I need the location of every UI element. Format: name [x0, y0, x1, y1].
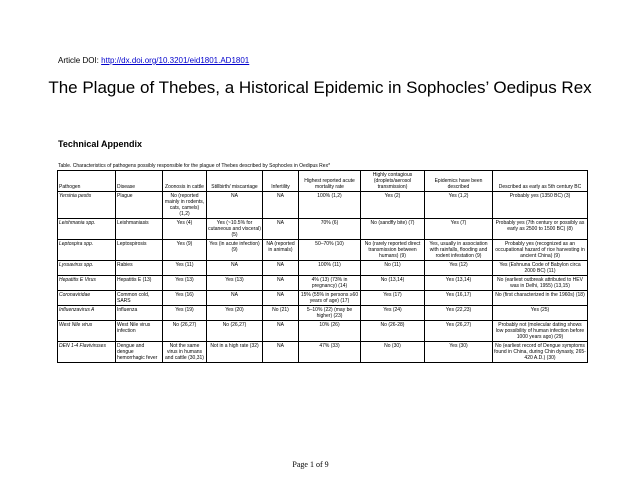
table-row [58, 321, 588, 342]
table-cell: Influenza [116, 306, 163, 321]
column-header: Disease [116, 171, 163, 192]
table-cell: NA [263, 261, 299, 276]
table-cell: Yes (11) [163, 261, 207, 276]
table-cell: 47% (33) [299, 342, 361, 363]
table-cell: Common cold, SARS [116, 291, 163, 306]
table-cell: No (rarely reported direct transmission between humans) (9) [361, 240, 425, 261]
table-cell: NA (reported in animals) [263, 240, 299, 261]
column-header: Zoonosis in cattle [163, 171, 207, 192]
column-header: Stillbirth/ miscarriage [207, 171, 263, 192]
table-cell: NA [263, 291, 299, 306]
table-cell: Rabies [116, 261, 163, 276]
table-cell: Yes (16,17) [425, 291, 493, 306]
doi-label: Article DOI: [58, 56, 99, 65]
table-cell: No (26,27) [163, 321, 207, 342]
table-cell: Yes (16) [163, 291, 207, 306]
table-cell: Leptospirosis [116, 240, 163, 261]
table-cell: Yes (13,14) [425, 276, 493, 291]
table-header-row [58, 171, 588, 192]
table-cell: Coronaviridae [58, 291, 116, 306]
table-cell: No (21) [263, 306, 299, 321]
table-cell: 5–10% (22) (may be higher) (23) [299, 306, 361, 321]
table-cell: 100% (1,2) [299, 192, 361, 219]
table-row [58, 192, 588, 219]
table-cell: Yes (25) [493, 306, 588, 321]
table-cell: Leishmaniasis [116, 219, 163, 240]
table-cell: Leptospira spp. [58, 240, 116, 261]
table-cell: 15% (55% in persons ≥60 years of age) (17) [299, 291, 361, 306]
table-body [58, 192, 588, 363]
table-cell: Yes (13) [163, 276, 207, 291]
table-cell: Not in a high rate (32) [207, 342, 263, 363]
table-row [58, 219, 588, 240]
table-cell: Leishmania spp. [58, 219, 116, 240]
table-cell: Yes, usually in association with rainfalls, flooding and rodent infestation (9) [425, 240, 493, 261]
table-cell: No (26-28) [361, 321, 425, 342]
table-cell: NA [263, 192, 299, 219]
table-cell: 70% (6) [299, 219, 361, 240]
table-cell: Probably yes (7th century or possibly as early as 2500 to 1500 BC) (8) [493, 219, 588, 240]
table-cell: NA [207, 192, 263, 219]
table-cell: Probably yes (1350 BC) (3) [493, 192, 588, 219]
table-caption: Table. Characteristics of pathogens possibly responsible for the plague of Thebes described by Sophocles in Oedipus Rex* [58, 163, 331, 169]
table-cell: Probably not (molecular dating shows low possibility of human infection before 1000 years ago) (29) [493, 321, 588, 342]
section-heading: Technical Appendix [58, 139, 143, 149]
table-cell: Hepatitis E (13) [116, 276, 163, 291]
table-cell: No (reported mainly in rodents, cats, camels) (1,2) [163, 192, 207, 219]
table-row [58, 306, 588, 321]
table-row [58, 240, 588, 261]
column-header: Pathogen [58, 171, 116, 192]
table-cell: 10% (26) [299, 321, 361, 342]
pathogen-table [57, 170, 588, 363]
table-cell: Dengue and dengue hemorrhagic fever [116, 342, 163, 363]
table-cell: No (26,27) [207, 321, 263, 342]
column-header: Highest reported acute mortality rate [299, 171, 361, 192]
table-cell: NA [263, 321, 299, 342]
table-cell: Yes (19) [163, 306, 207, 321]
page-title: The Plague of Thebes, a Historical Epidemic in Sophocles’ Oedipus Rex [48, 78, 592, 97]
table-cell: DEN 1-4 Flaviviruses [58, 342, 116, 363]
table-cell: NA [263, 342, 299, 363]
table-cell: Yes (2) [361, 192, 425, 219]
table-cell: NA [263, 276, 299, 291]
table-cell: Probably yes (recognized as an occupational hazard of rice harvesting in ancient China) (9) [493, 240, 588, 261]
table-cell: Yes (20) [207, 306, 263, 321]
table-cell: Yes (in acute infection) (9) [207, 240, 263, 261]
table-cell: 100% (11) [299, 261, 361, 276]
table-cell: Influenzavirus A [58, 306, 116, 321]
table-cell: Yersinia pestis [58, 192, 116, 219]
doi-link[interactable]: http://dx.doi.org/10.3201/eid1801.AD1801 [101, 56, 250, 65]
table-cell: Yes (24) [361, 306, 425, 321]
table-cell: Yes (7) [425, 219, 493, 240]
table-cell: Yes (1,2) [425, 192, 493, 219]
table-cell: Not the same virus in humans and cattle (30,31) [163, 342, 207, 363]
table-cell: Yes (12) [425, 261, 493, 276]
table-cell: No (sandfly bite) (7) [361, 219, 425, 240]
table-cell: 4% (13) (73% in pregnancy) (14) [299, 276, 361, 291]
table-cell: Plague [116, 192, 163, 219]
table-row [58, 291, 588, 306]
table-cell: No (13,14) [361, 276, 425, 291]
table-cell: Yes (13) [207, 276, 263, 291]
table-cell: NA [207, 291, 263, 306]
table-cell: West Nile virus infection [116, 321, 163, 342]
table-cell: Yes (17) [361, 291, 425, 306]
table-cell: No (earliest outbreak attributed to HEV was in Delhi, 1955) (13,15) [493, 276, 588, 291]
table-cell: Yes (9) [163, 240, 207, 261]
column-header: Infertility [263, 171, 299, 192]
table-cell: 50–70% (10) [299, 240, 361, 261]
table-cell: NA [207, 261, 263, 276]
table-cell: Lyssavirus spp. [58, 261, 116, 276]
table-cell: Yes (~10.5% for cutaneous and visceral) (5) [208, 220, 261, 238]
column-header: Highly contagious (droplets/aerosol transmission) [361, 171, 425, 192]
table-cell: Yes (22,23) [425, 306, 493, 321]
table-cell: Yes (Eshnuna Code of Babylon circa 2000 BC) (11) [493, 261, 588, 276]
table-cell: No (earliest record of Dengue symptoms found in China, during Chin dynasty, 265-420 A.D.) (30) [494, 343, 586, 361]
table-cell: No (11) [361, 261, 425, 276]
table-cell: West Nile virus [58, 321, 116, 342]
table-cell: Yes (26,27) [425, 321, 493, 342]
table-row [58, 276, 588, 291]
table-cell: No (30) [361, 342, 425, 363]
table-row [58, 342, 588, 363]
table-cell: NA [263, 219, 299, 240]
table-row [58, 261, 588, 276]
column-header: Described as early as 5th century BC [493, 171, 588, 192]
table-cell: No (first characterized in the 1960s) (18) [493, 291, 588, 306]
column-header: Epidemics have been described [425, 171, 493, 192]
article-doi [58, 56, 249, 65]
table-cell: Yes (30) [425, 342, 493, 363]
table-cell: Hepatitis E Virus [58, 276, 116, 291]
table-cell: Yes (4) [163, 219, 207, 240]
page-number: Page 1 of 9 [292, 460, 329, 469]
